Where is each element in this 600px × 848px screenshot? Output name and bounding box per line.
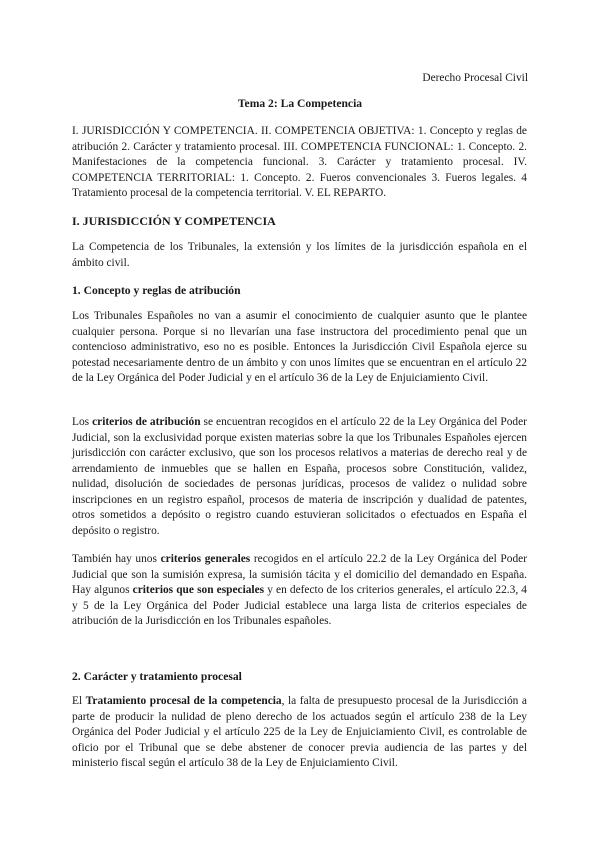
subsection-heading-1: 1. Concepto y reglas de atribución <box>72 284 241 297</box>
criterios-especiales-term: criterios que son especiales <box>132 584 265 596</box>
paragraph-2-body: se encuentran recogidos en el artículo 22 de la Ley Orgánica del Poder Judicial, son la exclusividad porque existen materias sobre la que los Tribunales Españoles ejercen jurisdicción con carácter exclusivo, que son los procesos relativos a materias de derecho real y de arrendamiento de inmuebles que se hallen en España, procesos sobre Constitución, validez, nulidad, disolución de sociedades de personas jurídicas, procesos de validez o nulidad sobre inscripciones en un registro español, procesos de materia de inscripción y dualidad de patentes, otros sometidos a depósito o registro cuando estuvieran solicitados o efectuados en España el depósito o registro. <box>72 416 527 537</box>
section-heading: I. JURISDICCIÓN Y COMPETENCIA <box>72 214 276 228</box>
topic-index <box>72 124 527 202</box>
paragraph-1 <box>72 309 527 387</box>
criterios-atribucion-term: criterios de atribución <box>92 416 201 428</box>
paragraph-3 <box>72 552 527 630</box>
page-title: Tema 2: La Competencia <box>237 97 363 110</box>
paragraph-2-text <box>72 415 527 539</box>
paragraph-2-lead: Los <box>72 416 93 428</box>
paragraph-3-tail: y en defecto de los criterios generales, el artículo 22.3, 4 y 5 de la Ley Orgánica del Poder Judicial establece una larga lista de criterios especiales de atribución de la Jurisdicción en los Tribunales españoles. <box>72 584 527 627</box>
tratamiento-procesal-term: Tratamiento procesal de la competencia <box>85 695 282 707</box>
section-intro <box>72 240 527 271</box>
paragraph-4-body: , la falta de presupuesto procesal de la Jurisdicción a parte de producir la nulidad de pleno derecho de los actuados según el artículo 238 de la Ley Orgánica del Poder Judicial y el artículo 225 de la Ley de Enjuiciamiento Civil, es controlable de oficio por el Tribunal que se debe abstener de conocer previa audiencia de las partes y del ministerio fiscal según el artículo 38 de la Ley de Enjuiciamiento Civil. <box>72 695 527 769</box>
subsection-heading-2: 2. Carácter y tratamiento procesal <box>72 670 242 683</box>
paragraph-3-text <box>72 552 527 630</box>
paragraph-1-text: Los Tribunales Españoles no van a asumir el conocimiento de cualquier asunto que le plantee cualquier persona. Porque si no llevarían una fase instructora del procedimiento penal que un contencioso administrativo, eso no es posible. Entonces la Jurisdicción Civil Española ejerce su potestad necesariamente dentro de un ámbito y con unos límites que se encuentran en el artículo 22 de la Ley Orgánica del Poder Judicial y en el artículo 36 de la Ley de Enjuiciamiento Civil. <box>72 310 527 384</box>
paragraph-3-lead: También hay unos <box>72 553 161 565</box>
paragraph-2 <box>72 415 527 539</box>
paragraph-4-text <box>72 694 527 772</box>
paragraph-4-lead: El <box>72 695 86 707</box>
paragraph-3-body: recogidos en el artículo 22.2 de la Ley Orgánica del Poder Judicial que son la sumisión expresa, la sumisión tácita y el domicilio del demandado en España. Hay algunos <box>72 553 527 596</box>
course-header: Derecho Procesal Civil <box>422 72 528 84</box>
topic-index-text: I. JURISDICCIÓN Y COMPETENCIA. II. COMPETENCIA OBJETIVA: 1. Concepto y reglas de atribución 2. Carácter y tratamiento procesal. III. COMPETENCIA FUNCIONAL: 1. Concepto. 2. Manifestaciones de la competencia funcional. 3. Carácter y tratamiento procesal. IV. COMPETENCIA TERRITORIAL: 1. Concepto. 2. Fueros convencionales 3. Fueros legales. 4 Tratamiento procesal de la competencia territorial. V. EL REPARTO. <box>72 125 527 199</box>
paragraph-4 <box>72 694 527 772</box>
criterios-generales-term: criterios generales <box>160 553 251 565</box>
section-intro-text: La Competencia de los Tribunales, la extensión y los límites de la jurisdicción española en el ámbito civil. <box>72 241 527 269</box>
